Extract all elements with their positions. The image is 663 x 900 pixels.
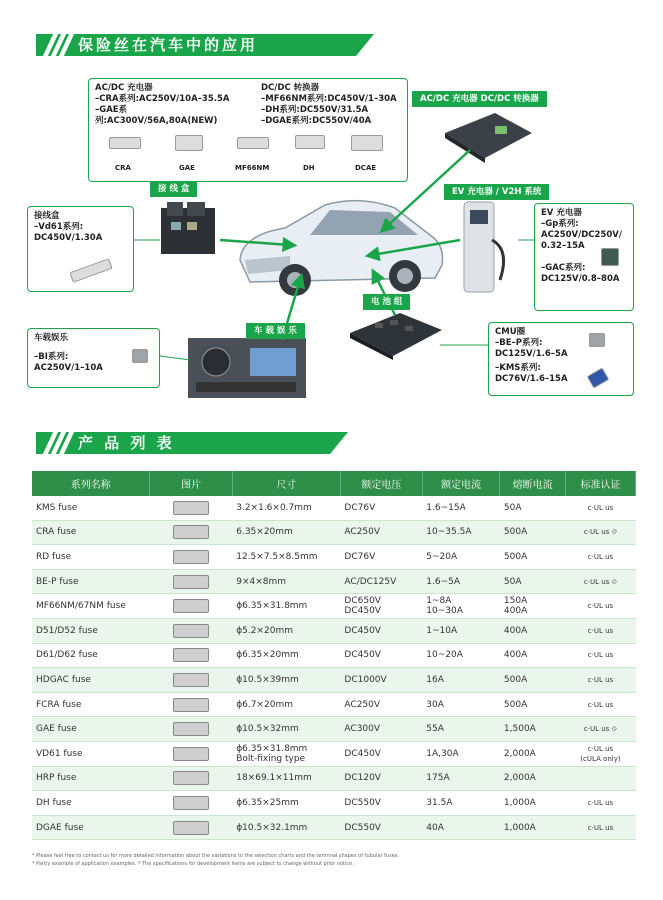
- cmu-line-5: DC76V/1.6–15A: [495, 374, 568, 384]
- breaking: 400A: [500, 618, 566, 643]
- ent-line-1: –BI系列:: [34, 352, 69, 362]
- size: ϕ6.35×31.8mm: [232, 594, 340, 619]
- size: ϕ6.35×20mm: [232, 643, 340, 668]
- size: 3.2×1.6×0.7mm: [232, 496, 340, 520]
- cert-badge: c·UL us (cULA only): [565, 741, 635, 766]
- series-name: VD61 fuse: [32, 741, 150, 766]
- fuse-image: [150, 668, 232, 693]
- table-row: [32, 496, 636, 520]
- voltage: DC550V: [340, 815, 422, 840]
- series-name: HDGAC fuse: [32, 668, 150, 693]
- junction-line-2: DC450V/1.30A: [34, 233, 103, 243]
- breaking: 50A: [500, 496, 566, 520]
- ev-line-5: –GAC系列:: [541, 263, 586, 273]
- current: 31.5A: [422, 791, 500, 816]
- header-current: 额定电流: [422, 471, 500, 496]
- series-name: DH fuse: [32, 791, 150, 816]
- series-name: HRP fuse: [32, 766, 150, 791]
- footnote-1: * Please feel free to contact us for more detailed information about the variations to the selection charts and the terminal shapes of tubular fuses.: [32, 853, 399, 859]
- current: 10~20A: [422, 643, 500, 668]
- header-breaking: 熔断电流: [500, 471, 566, 496]
- fuse-thumbnail: [173, 624, 209, 638]
- ent-heading: 车载娱乐: [34, 333, 69, 343]
- cmu-line-4: –KMS系列:: [495, 363, 541, 373]
- series-name: MF66NM/67NM fuse: [32, 594, 150, 619]
- acdc-heading: AC/DC 充电器: [95, 83, 153, 93]
- breaking: 500A: [500, 668, 566, 693]
- voltage: AC300V: [340, 717, 422, 742]
- cert-badge: c·UL us: [565, 692, 635, 717]
- cmu-heading: CMU圈: [495, 327, 526, 337]
- current: 1A,30A: [422, 741, 500, 766]
- table-row: [32, 594, 636, 619]
- series-name: RD fuse: [32, 545, 150, 570]
- size: 18×69.1×11mm: [232, 766, 340, 791]
- voltage: DC650V DC450V: [340, 594, 422, 619]
- fuse-label-dcae: DCAE: [355, 164, 377, 172]
- current: 1.6~5A: [422, 569, 500, 594]
- cert-badge: c·UL us ⟐: [565, 569, 635, 594]
- fuse-image: [150, 569, 232, 594]
- fuse-image: [150, 741, 232, 766]
- cert-badge: c·UL us ⟐: [565, 520, 635, 545]
- dcdc-line-1: –MF66NM系列:DC450V/1–30A: [261, 94, 397, 104]
- fuse-thumbnail: [173, 747, 209, 761]
- breaking: 1,000A: [500, 815, 566, 840]
- fuse-image-bep: [589, 333, 605, 347]
- fuse-image: [150, 815, 232, 840]
- fuse-image: [150, 717, 232, 742]
- size: ϕ6.35×25mm: [232, 791, 340, 816]
- voltage: DC450V: [340, 618, 422, 643]
- voltage: DC450V: [340, 741, 422, 766]
- product-table: [32, 471, 636, 840]
- fuse-image: [150, 791, 232, 816]
- fuse-image: [150, 692, 232, 717]
- tag-junction-box: 接 线 盒: [150, 181, 197, 197]
- breaking: 50A: [500, 569, 566, 594]
- fuse-image: [150, 643, 232, 668]
- cert-badge: c·UL us: [565, 496, 635, 520]
- header-image: 图片: [150, 471, 232, 496]
- fuse-thumbnail: [173, 501, 209, 515]
- fuse-thumbnail: [173, 599, 209, 613]
- current: 1~8A 10~30A: [422, 594, 500, 619]
- table-row: [32, 618, 636, 643]
- breaking: 500A: [500, 520, 566, 545]
- table-row: [32, 741, 636, 766]
- fuse-thumbnail: [173, 525, 209, 539]
- current: 5~20A: [422, 545, 500, 570]
- fuse-label-gae: GAE: [179, 164, 195, 172]
- section-title-applications: 保险丝在汽车中的应用: [78, 36, 259, 54]
- series-name: DGAE fuse: [32, 815, 150, 840]
- current: 55A: [422, 717, 500, 742]
- series-name: D61/D62 fuse: [32, 643, 150, 668]
- current: 40A: [422, 815, 500, 840]
- voltage: AC/DC125V: [340, 569, 422, 594]
- fuse-thumbnail: [173, 550, 209, 564]
- breaking: 1,000A: [500, 791, 566, 816]
- ev-line-6: DC125V/0.8–80A: [541, 274, 620, 284]
- fuse-image-mf66nm: [237, 137, 269, 149]
- series-name: BE-P fuse: [32, 569, 150, 594]
- fuse-image: [150, 594, 232, 619]
- footnote-2: * Partly example of application examples. * The specifications for development items are subject to change without prior notice.: [32, 861, 354, 867]
- series-name: CRA fuse: [32, 520, 150, 545]
- size: ϕ6.35×31.8mm Bolt-fixing type: [232, 741, 340, 766]
- table-row: [32, 520, 636, 545]
- ev-line-1: –Gp系列:: [541, 219, 579, 229]
- ent-line-2: AC250V/1–10A: [34, 363, 103, 373]
- ev-heading: EV 充电器: [541, 208, 582, 218]
- header-voltage: 额定电压: [340, 471, 422, 496]
- fuse-thumbnail: [173, 698, 209, 712]
- current: 10~35.5A: [422, 520, 500, 545]
- fuse-image: [150, 520, 232, 545]
- size: ϕ10.5×32.1mm: [232, 815, 340, 840]
- table-row: [32, 692, 636, 717]
- cmu-line-1: –BE–P系列:: [495, 338, 543, 348]
- fuse-image: [150, 618, 232, 643]
- table-header-row: [32, 471, 636, 496]
- cmu-line-2: DC125V/1.6–5A: [495, 349, 568, 359]
- table-row: [32, 717, 636, 742]
- size: ϕ10.5×32mm: [232, 717, 340, 742]
- breaking: 400A: [500, 643, 566, 668]
- ev-line-2: AC250V/DC250V/: [541, 230, 622, 240]
- voltage: DC76V: [340, 545, 422, 570]
- fuse-image-vd61: [69, 258, 112, 283]
- breaking: 150A 400A: [500, 594, 566, 619]
- fuse-image-dcae: [351, 135, 383, 151]
- fuse-image-gae: [175, 135, 203, 151]
- cert-badge: [565, 766, 635, 791]
- fuse-thumbnail: [173, 771, 209, 785]
- header-series: 系列名称: [32, 471, 150, 496]
- voltage: DC1000V: [340, 668, 422, 693]
- cert-badge: c·UL us: [565, 643, 635, 668]
- fuse-label-mf66nm: MF66NM: [235, 164, 270, 172]
- ev-line-3: 0.32–15A: [541, 241, 585, 251]
- callout-junction-box: [27, 206, 134, 292]
- dcdc-line-2: –DH系列:DC550V/31.5A: [261, 105, 369, 115]
- tag-acdc-dcdc: AC/DC 充电器 DC/DC 转换器: [412, 91, 547, 107]
- fuse-image: [150, 766, 232, 791]
- fuse-image-bi: [132, 349, 148, 363]
- dcdc-line-3: –DGAE系列:DC550V/40A: [261, 116, 372, 126]
- fuse-thumbnail: [173, 648, 209, 662]
- series-name: GAE fuse: [32, 717, 150, 742]
- voltage: DC120V: [340, 766, 422, 791]
- acdc-line-2: –GAE系列:AC300V/56A,80A(NEW): [95, 105, 218, 126]
- section-title-products: 产 品 列 表: [78, 434, 175, 452]
- current: 175A: [422, 766, 500, 791]
- current: 1.6~15A: [422, 496, 500, 520]
- fuse-image-dh: [295, 135, 325, 149]
- table-row: [32, 545, 636, 570]
- fuse-thumbnail: [173, 821, 209, 835]
- breaking: 2,000A: [500, 741, 566, 766]
- breaking: 2,000A: [500, 766, 566, 791]
- voltage: AC250V: [340, 692, 422, 717]
- cert-badge: c·UL us: [565, 815, 635, 840]
- callout-cmu: [488, 322, 634, 396]
- callout-acdc-dcdc: [88, 78, 408, 182]
- table-row: [32, 569, 636, 594]
- current: 1~10A: [422, 618, 500, 643]
- table-row: [32, 766, 636, 791]
- fuse-thumbnail: [173, 796, 209, 810]
- fuse-label-cra: CRA: [115, 164, 131, 172]
- tag-ev-charger: EV 充电器 / V2H 系统: [444, 184, 549, 200]
- size: 9×4×8mm: [232, 569, 340, 594]
- cert-badge: c·UL us: [565, 618, 635, 643]
- fuse-image: [150, 545, 232, 570]
- cert-badge: c·UL us: [565, 545, 635, 570]
- fuse-image-cra: [109, 137, 141, 149]
- breaking: 500A: [500, 545, 566, 570]
- fuse-thumbnail: [173, 722, 209, 736]
- current: 16A: [422, 668, 500, 693]
- fuse-image-gp: [601, 248, 619, 266]
- cert-badge: c·UL us ⟐: [565, 717, 635, 742]
- size: ϕ6.7×20mm: [232, 692, 340, 717]
- junction-line-1: –Vd61系列:: [34, 222, 84, 232]
- fuse-thumbnail: [173, 575, 209, 589]
- header-size: 尺寸: [232, 471, 340, 496]
- voltage: AC250V: [340, 520, 422, 545]
- acdc-line-1: –CRA系列:AC250V/10A–35.5A: [95, 94, 230, 104]
- dcdc-heading: DC/DC 转换器: [261, 83, 320, 93]
- table-row: [32, 643, 636, 668]
- callout-ev-charger: [534, 203, 634, 311]
- tag-infotainment: 车 载 娱 乐: [246, 323, 305, 339]
- breaking: 1,500A: [500, 717, 566, 742]
- voltage: DC76V: [340, 496, 422, 520]
- current: 30A: [422, 692, 500, 717]
- fuse-thumbnail: [173, 673, 209, 687]
- table-row: [32, 815, 636, 840]
- size: 12.5×7.5×8.5mm: [232, 545, 340, 570]
- table-row: [32, 668, 636, 693]
- cert-badge: c·UL us: [565, 668, 635, 693]
- size: 6.35×20mm: [232, 520, 340, 545]
- junction-heading: 接线盒: [34, 211, 60, 221]
- series-name: FCRA fuse: [32, 692, 150, 717]
- size: ϕ10.5×39mm: [232, 668, 340, 693]
- series-name: D51/D52 fuse: [32, 618, 150, 643]
- fuse-image: [150, 496, 232, 520]
- cert-badge: c·UL us: [565, 594, 635, 619]
- cert-badge: c·UL us: [565, 791, 635, 816]
- banner-stripes: [46, 432, 74, 454]
- tag-battery-pack: 电 池 组: [363, 294, 410, 310]
- voltage: DC550V: [340, 791, 422, 816]
- table-row: [32, 791, 636, 816]
- voltage: DC450V: [340, 643, 422, 668]
- header-cert: 标准认证: [565, 471, 635, 496]
- breaking: 500A: [500, 692, 566, 717]
- size: ϕ5.2×20mm: [232, 618, 340, 643]
- callout-infotainment: [27, 328, 160, 388]
- series-name: KMS fuse: [32, 496, 150, 520]
- section-banner-products: [36, 432, 330, 454]
- fuse-label-dh: DH: [303, 164, 315, 172]
